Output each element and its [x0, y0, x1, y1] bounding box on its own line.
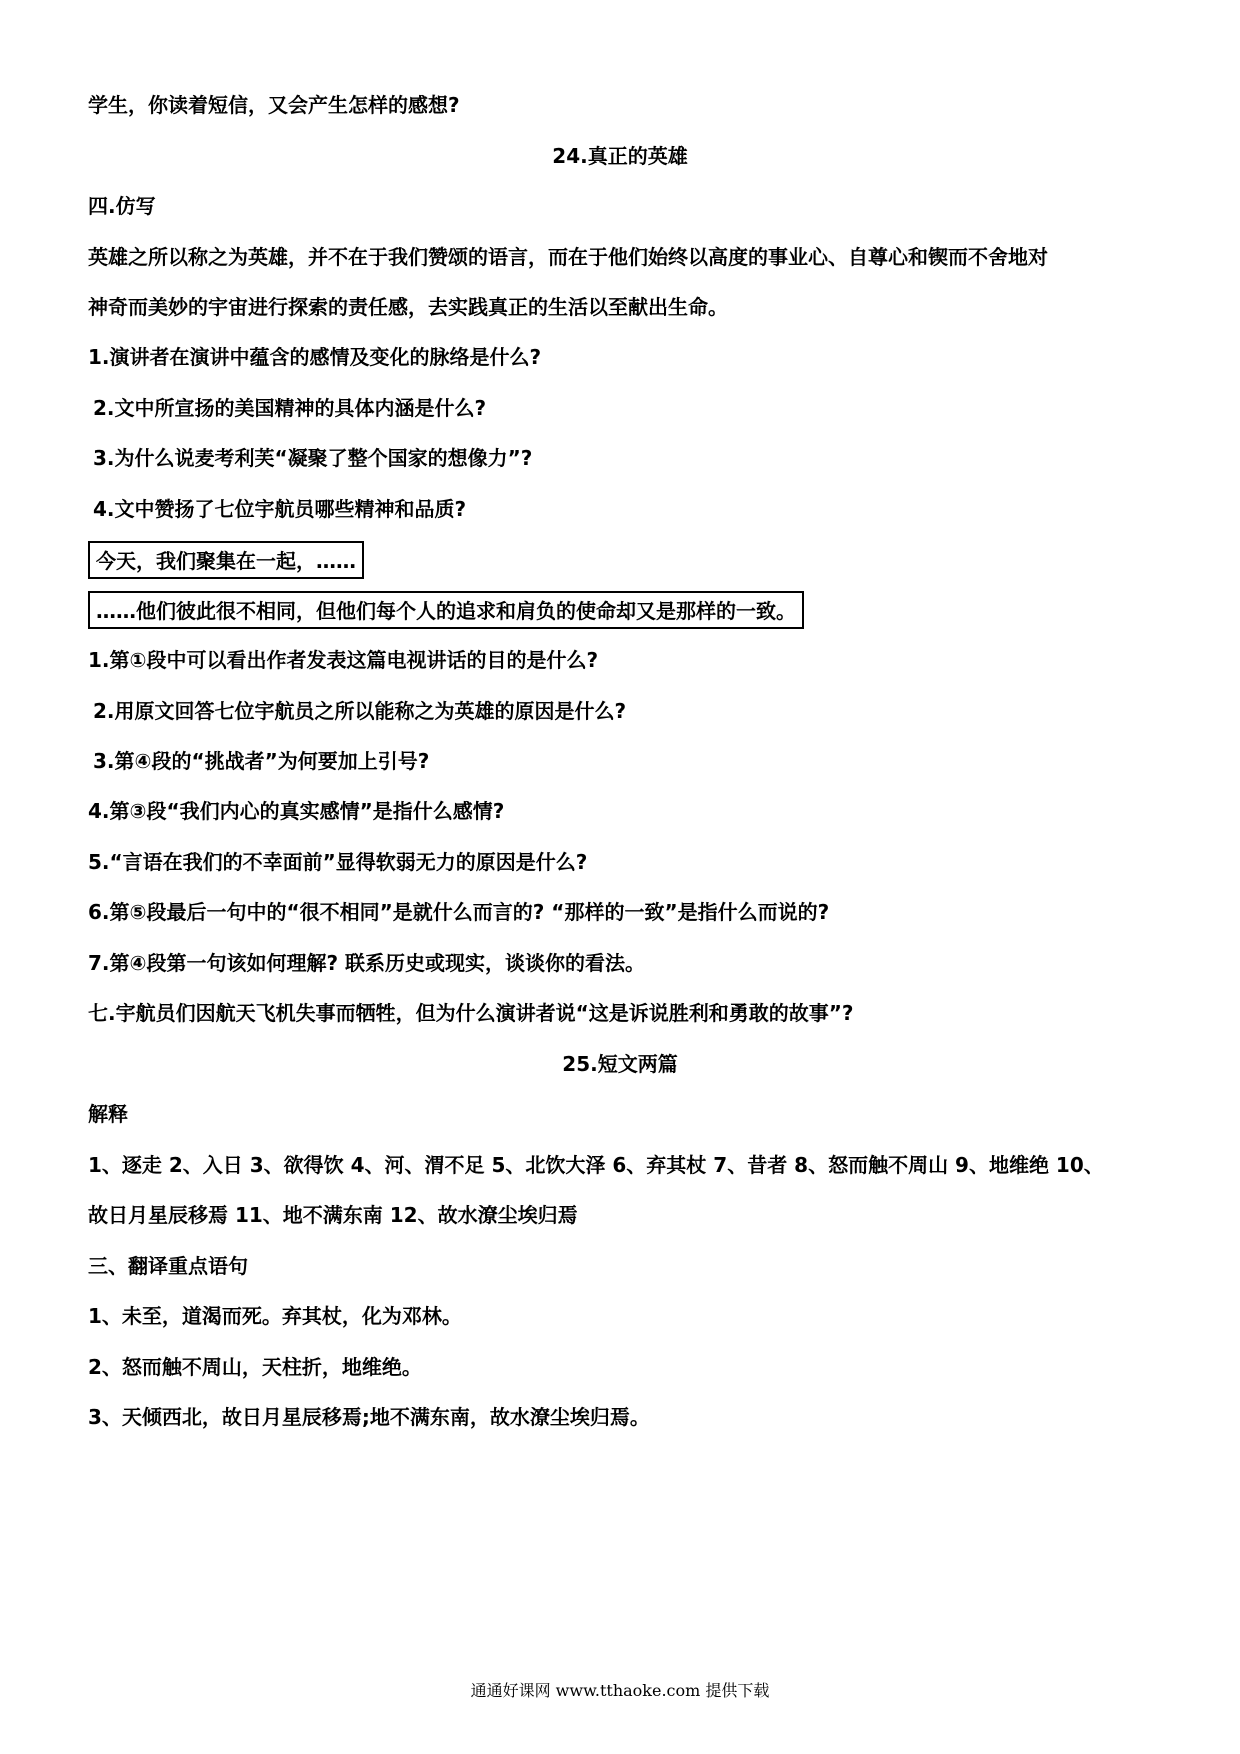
question: 6.第⑤段最后一句中的“很不相同”是就什么而言的? “那样的一致”是指什么而说的? — [88, 900, 830, 924]
line: 3、天倾西北，故日月星辰移焉;地不满东南，故水潦尘埃归焉。 — [88, 1405, 650, 1429]
subheading: 四.仿写 — [88, 194, 156, 218]
line: 1、未至，道渴而死。弃其杖，化为邓林。 — [88, 1304, 462, 1328]
boxed-quote: 今天，我们聚集在一起，…… — [88, 541, 364, 579]
question: 1.第①段中可以看出作者发表这篇电视讲话的目的是什么? — [88, 648, 599, 672]
question: 7.第④段第一句该如何理解? 联系历史或现实，谈谈你的看法。 — [88, 951, 646, 975]
line: 英雄之所以称之为英雄，并不在于我们赞颂的语言，而在于他们始终以高度的事业心、自尊心和锲而不舍地对 — [88, 245, 1048, 269]
section-title: 25.短文两篇 — [562, 1052, 678, 1076]
line: 1、逐走 2、入日 3、欲得饮 4、河、渭不足 5、北饮大泽 6、弃其杖 7、昔者 8、怒而触不周山 9、地维绝 10、 — [88, 1153, 1104, 1177]
boxed-quote: ……他们彼此很不相同，但他们每个人的追求和肩负的使命却又是那样的一致。 — [88, 591, 804, 629]
question: 4.第③段“我们内心的真实感情”是指什么感情? — [88, 799, 505, 823]
question: 2.用原文回答七位宇航员之所以能称之为英雄的原因是什么? — [93, 699, 627, 723]
question: 4.文中赞扬了七位宇航员哪些精神和品质? — [93, 497, 467, 521]
question: 七.宇航员们因航天飞机失事而牺牲，但为什么演讲者说“这是诉说胜利和勇敢的故事”? — [88, 1001, 854, 1025]
section-title: 24.真正的英雄 — [552, 144, 688, 168]
question: 5.“言语在我们的不幸面前”显得软弱无力的原因是什么? — [88, 850, 588, 874]
question: 2.文中所宣扬的美国精神的具体内涵是什么? — [93, 396, 487, 420]
line: 故日月星辰移焉 11、地不满东南 12、故水潦尘埃归焉 — [88, 1203, 578, 1227]
footer: 通通好课网 www.tthaoke.com 提供下载 — [470, 1681, 770, 1700]
line: 学生，你读着短信，又会产生怎样的感想? — [88, 93, 460, 117]
subheading: 解释 — [88, 1102, 128, 1126]
question: 1.演讲者在演讲中蕴含的感情及变化的脉络是什么? — [88, 345, 542, 369]
subheading: 三、翻译重点语句 — [88, 1254, 248, 1278]
line: 2、怒而触不周山，天柱折，地维绝。 — [88, 1355, 422, 1379]
line: 神奇而美妙的宇宙进行探索的责任感，去实践真正的生活以至献出生命。 — [88, 295, 728, 319]
question: 3.第④段的“挑战者”为何要加上引号? — [93, 749, 430, 773]
question: 3.为什么说麦考利芙“凝聚了整个国家的想像力”? — [93, 446, 533, 470]
